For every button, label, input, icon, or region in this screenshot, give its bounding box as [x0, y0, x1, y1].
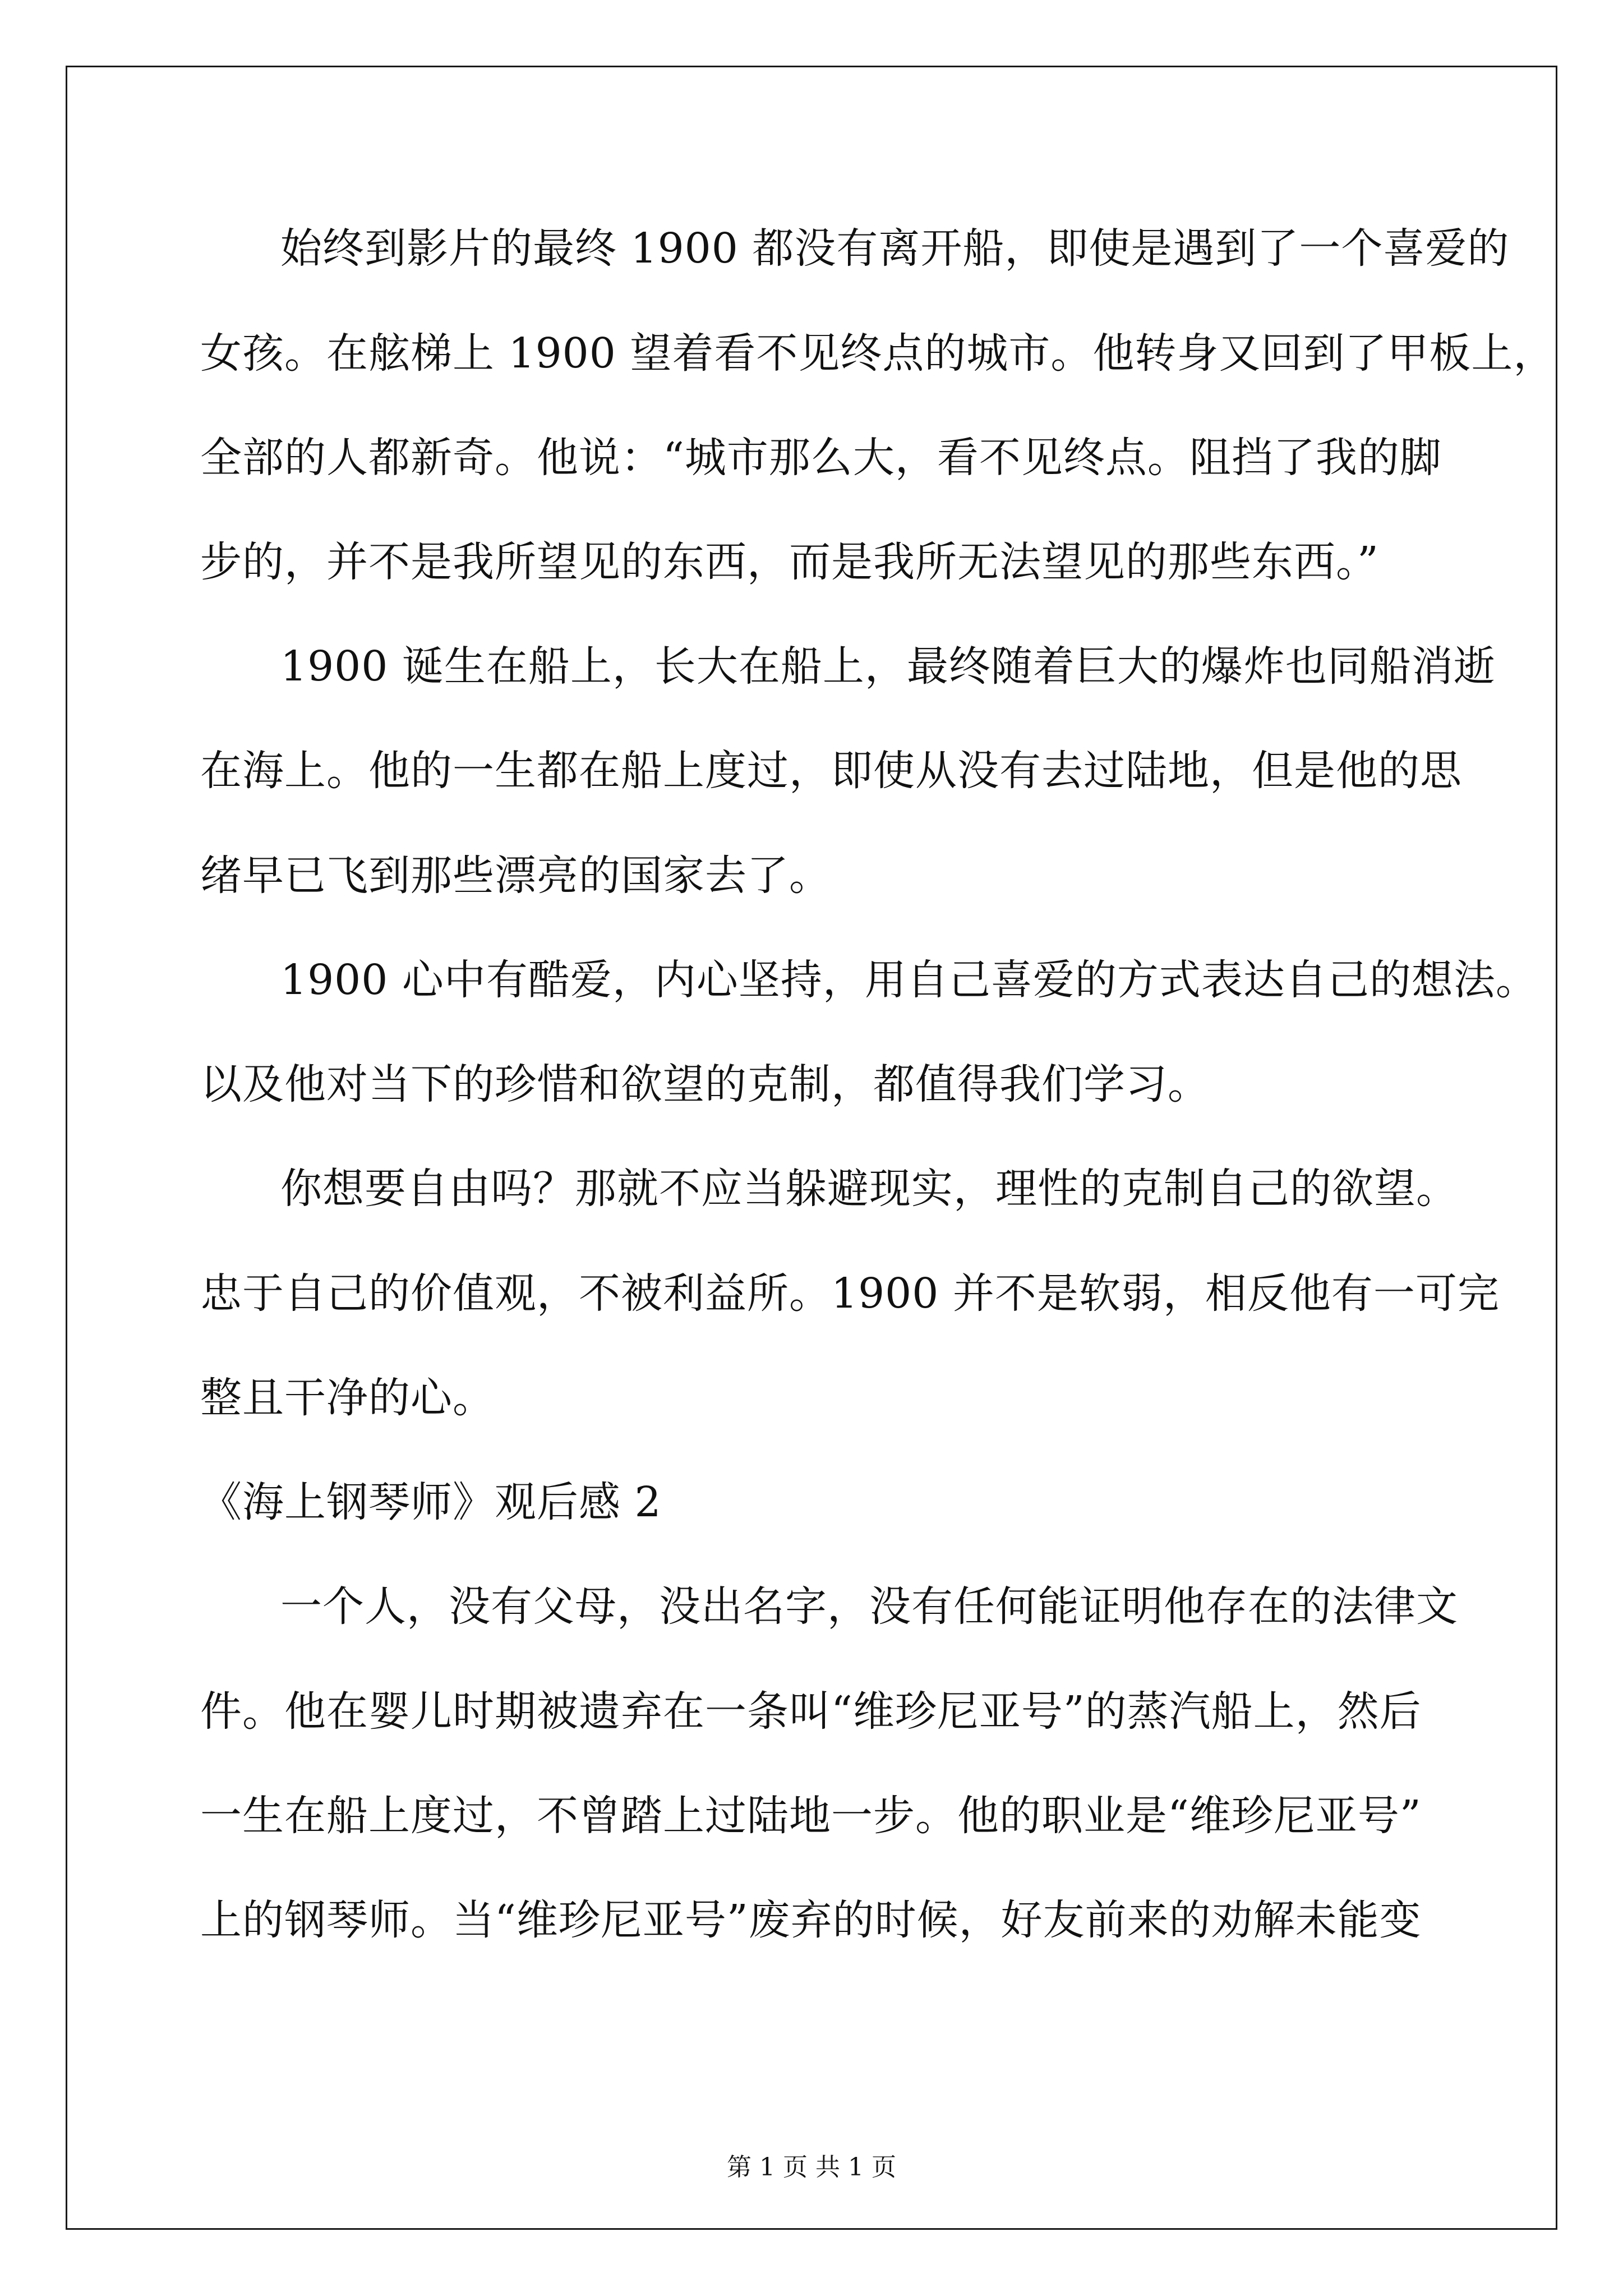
paragraph-3-line-2: 以及他对当下的珍惜和欲望的克制，都值得我们学习。 — [200, 1060, 1210, 1108]
paragraph-1-line-3: 全部的人都新奇。他说：“城市那么大，看不见终点。阻挡了我的脚 — [200, 434, 1442, 482]
paragraph-2-line-3: 绪早已飞到那些漂亮的国家去了。 — [200, 852, 831, 900]
page-footer: 第 1 页 共 1 页 — [727, 2153, 896, 2182]
paragraph-1-line-2: 女孩。在舷梯上 1900 望着看不见终点的城市。他转身又回到了甲板上， — [200, 329, 1556, 378]
paragraph-4-line-3: 整且干净的心。 — [200, 1374, 495, 1422]
section-paragraph-line-1: 一个人，没有父母，没出名字，没有任何能证明他存在的法律文 — [280, 1582, 1458, 1631]
section-paragraph-line-4: 上的钢琴师。当“维珍尼亚号”废弃的时候，好友前来的劝解未能变 — [200, 1896, 1422, 1944]
paragraph-4-line-1: 你想要自由吗？那就不应当躲避现实，理性的克制自己的欲望。 — [280, 1165, 1458, 1213]
paragraph-2-line-1: 1900 诞生在船上，长大在船上，最终随着巨大的爆炸也同船消逝 — [280, 642, 1496, 691]
paragraph-1-line-4: 步的，并不是我所望见的东西，而是我所无法望见的那些东西。” — [200, 538, 1379, 586]
section-paragraph-line-2: 件。他在婴儿时期被遗弃在一条叫“维珍尼亚号”的蒸汽船上，然后 — [200, 1687, 1422, 1736]
paragraph-2-line-2: 在海上。他的一生都在船上度过，即使从没有去过陆地，但是他的思 — [200, 747, 1462, 795]
paragraph-3-line-1: 1900 心中有酷爱，内心坚持，用自己喜爱的方式表达自己的想法。 — [280, 956, 1538, 1004]
paragraph-4-line-2: 忠于自己的价值观，不被利益所。1900 并不是软弱，相反他有一可完 — [200, 1269, 1500, 1318]
section-heading: 《海上钢琴师》观后感 2 — [200, 1478, 662, 1526]
section-paragraph-line-3: 一生在船上度过，不曾踏上过陆地一步。他的职业是“维珍尼亚号” — [200, 1792, 1422, 1840]
paragraph-1-line-1: 始终到影片的最终 1900 都没有离开船，即使是遇到了一个喜爱的 — [280, 224, 1510, 273]
